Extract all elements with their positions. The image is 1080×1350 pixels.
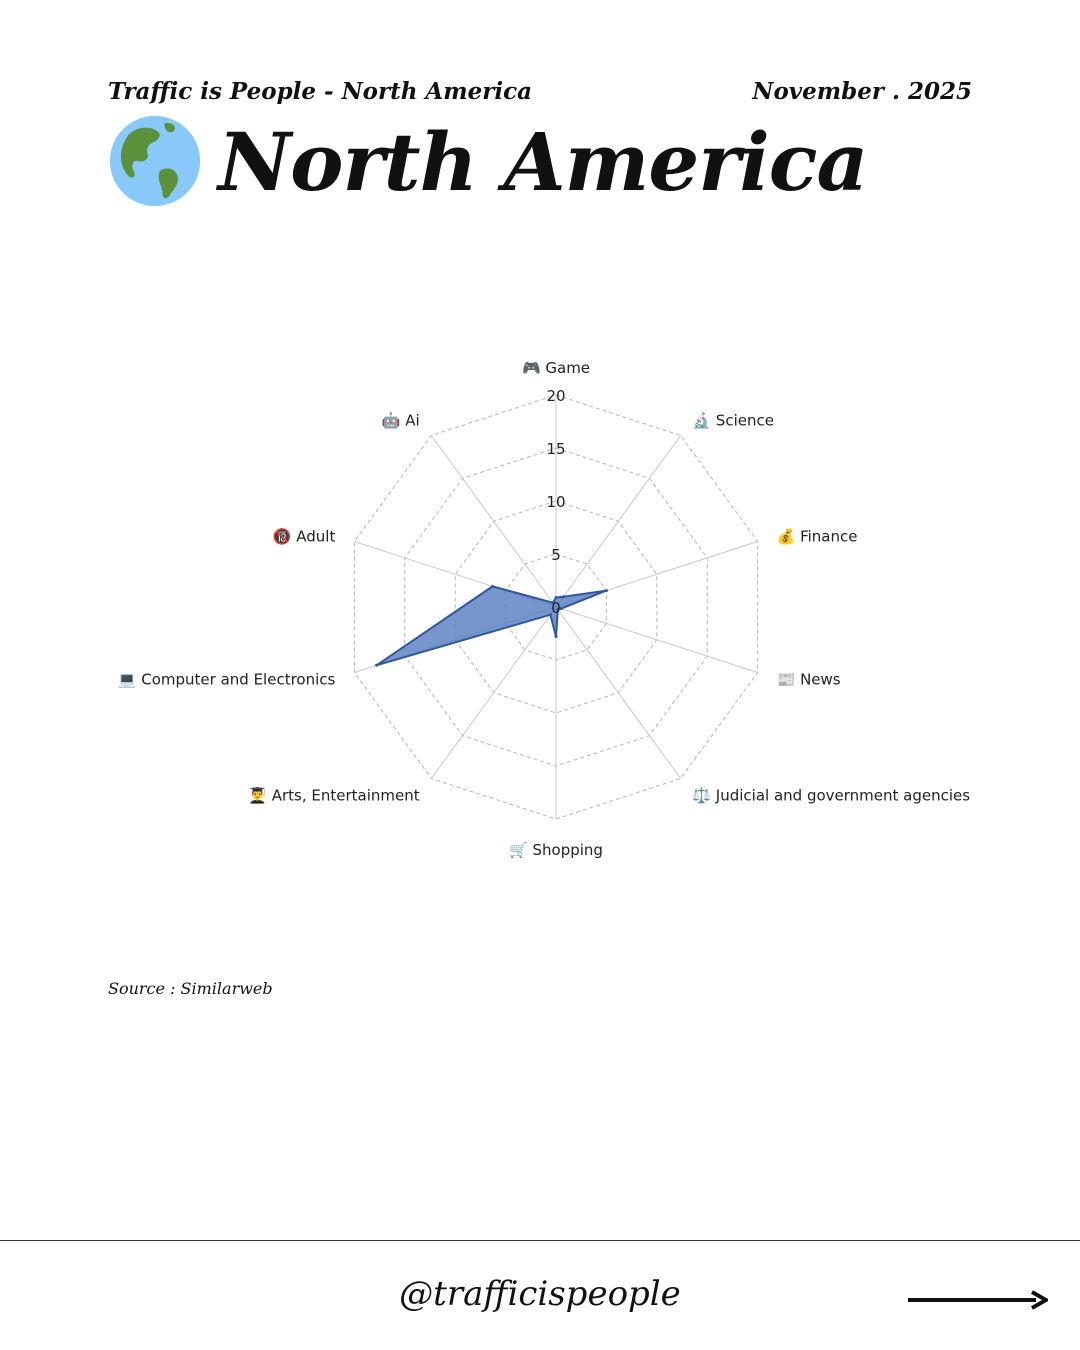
category-label: 🤖 Ai xyxy=(381,411,420,430)
category-label: 🔬 Science xyxy=(692,411,774,430)
data-point xyxy=(491,585,494,588)
category-label: 🎮 Game xyxy=(521,359,591,377)
spoke-line xyxy=(431,435,556,607)
category-label: ⚖️ Judicial and government agencies xyxy=(692,786,971,805)
source-note: Source : Similarweb xyxy=(108,979,273,998)
category-label: 💰 Finance xyxy=(776,527,858,546)
series-area xyxy=(377,586,607,665)
data-point xyxy=(605,589,608,592)
series-title: Traffic is People - North America xyxy=(108,78,533,105)
category-label: 👨‍🎓 Arts, Entertainment xyxy=(248,786,420,805)
spoke-line xyxy=(556,607,681,779)
arrow-right-icon[interactable] xyxy=(906,1288,1048,1312)
tick-label: 5 xyxy=(551,546,561,564)
data-point xyxy=(562,595,565,598)
data-point xyxy=(555,635,558,638)
spoke-line xyxy=(556,435,681,607)
tick-label: 10 xyxy=(546,493,566,511)
tick-label: 20 xyxy=(546,387,566,405)
tick-label: 15 xyxy=(546,440,566,458)
spoke-line xyxy=(556,607,758,673)
category-label: 🔞 Adult xyxy=(272,527,336,546)
tick-label: 0 xyxy=(551,599,561,617)
category-label: 📰 News xyxy=(776,670,841,689)
category-label: 💻 Computer and Electronics xyxy=(117,670,336,689)
issue-date: November . 2025 xyxy=(752,78,972,105)
data-point xyxy=(375,664,378,667)
social-handle: @trafficispeople xyxy=(399,1274,681,1314)
footer-divider xyxy=(0,1240,1080,1241)
category-label: 🛒 Shopping xyxy=(509,841,603,859)
page-title: North America xyxy=(218,115,868,209)
